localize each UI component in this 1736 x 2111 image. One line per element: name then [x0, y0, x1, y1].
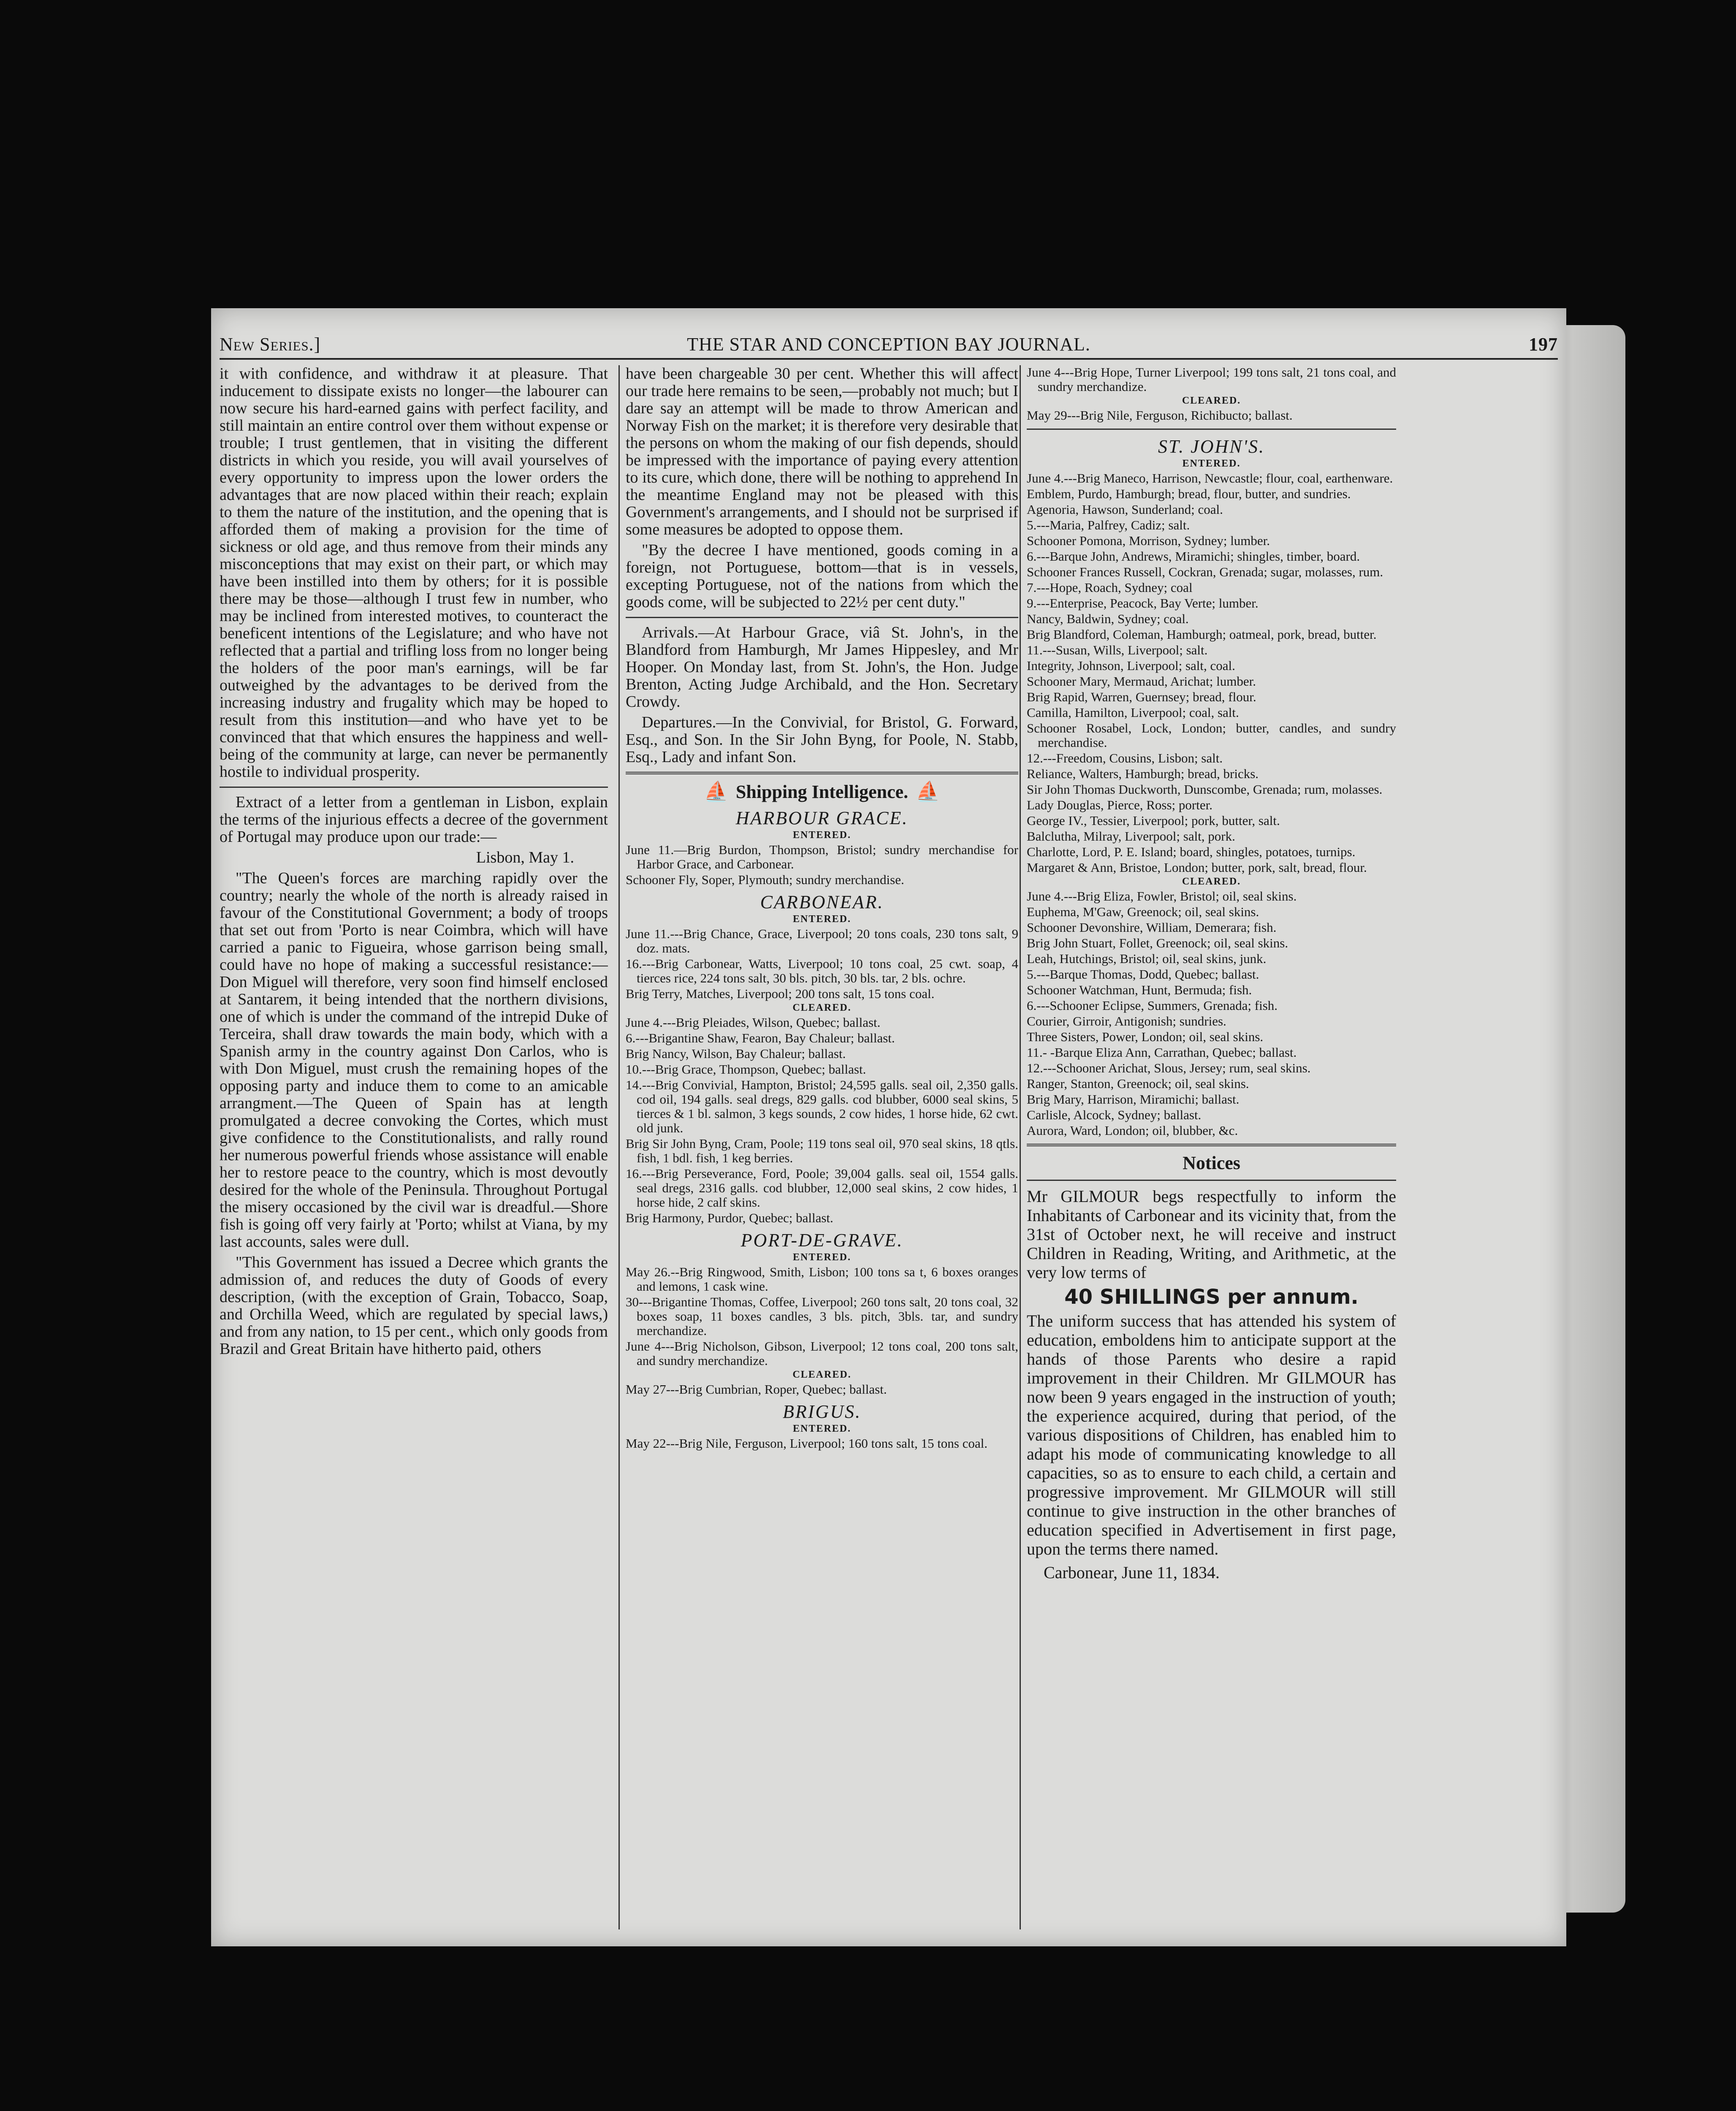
port-title-st-johns: ST. JOHN'S.	[1158, 436, 1265, 457]
shipping-entry: 7.---Hope, Roach, Sydney; coal	[1027, 580, 1193, 595]
entered-label: ENTERED.	[792, 830, 852, 841]
shipping-entry: Brig Sir John Byng, Cram, Poole; 119 tons seal oil, 970 seal skins, 18 qtls. fish, 1 bdl. fish, 1 keg berries.	[626, 1136, 1018, 1165]
shipping-entry: 5.---Maria, Palfrey, Cadiz; salt.	[1027, 518, 1190, 532]
shipping-entry: June 11.---Brig Chance, Grace, Liverpool; 20 tons coals, 230 tons salt, 9 doz. mats.	[626, 926, 1018, 955]
column-2	[618, 365, 1018, 1929]
shipping-entry: 9.---Enterprise, Peacock, Bay Verte; lumber.	[1027, 596, 1259, 611]
shipping-entry: May 29---Brig Nile, Ferguson, Richibucto; ballast.	[1027, 408, 1293, 423]
entered-label: ENTERED.	[792, 1423, 852, 1434]
shipping-entry: Three Sisters, Power, London; oil, seal skins.	[1027, 1029, 1264, 1044]
shipping-entry: June 4.---Brig Pleiades, Wilson, Quebec; ballast.	[626, 1015, 881, 1030]
shipping-entry: Emblem, Purdo, Hamburgh; bread, flour, butter, and sundries.	[1027, 486, 1351, 501]
shipping-entry: 5.---Barque Thomas, Dodd, Quebec; ballast.	[1027, 967, 1259, 982]
port-title-brigus: BRIGUS.	[783, 1401, 861, 1422]
page-header	[220, 334, 1558, 359]
sailing-ship-icon: ⛵	[704, 781, 728, 802]
shipping-entry: Brig Nancy, Wilson, Bay Chaleur; ballast.	[626, 1046, 846, 1061]
departures-notice: Departures.—In the Convivial, for Bristol, G. Forward, Esq., and Son. In the Sir John Byng, for Poole, N. Stabb, Esq., Lady and infant Son.	[626, 714, 1018, 766]
entered-label: ENTERED.	[792, 1252, 852, 1263]
letter-paragraph: "This Government has issued a Decree which grants the admission of, and reduces the duty of Goods of every description, (with the exception of Grain, Tobacco, Soap, and Orchilla Weed, which are regulated by special laws,) and from any nation, to 15 per cent., which only goods from Brazil and Great Britain have hitherto paid, others	[220, 1254, 608, 1358]
shipping-entry: June 4.---Brig Maneco, Harrison, Newcastle; flour, coal, earthenware.	[1027, 471, 1393, 486]
section-divider	[1027, 1144, 1396, 1146]
letter-paragraph: "By the decree I have mentioned, goods coming in a foreign, not Portuguese, bottom—that is in vessels, excepting Portuguese, not of the nations from which the goods come, will be subjected to 22½ per cent duty."	[626, 541, 1018, 611]
shipping-entry: Lady Douglas, Pierce, Ross; porter.	[1027, 798, 1212, 812]
shipping-entry: Schooner Frances Russell, Cockran, Grenada; sugar, molasses, rum.	[1027, 564, 1383, 579]
shipping-entry: Brig Terry, Matches, Liverpool; 200 tons salt, 15 tons coal.	[626, 986, 935, 1001]
shipping-entry: Leah, Hutchings, Bristol; oil, seal skins, junk.	[1027, 951, 1267, 966]
shipping-entry: 30---Brigantine Thomas, Coffee, Liverpool; 260 tons salt, 20 tons coal, 32 boxes soap, 11 boxes candles, 3 bls. pitch, 3bls. tar, and sundry merchandize.	[626, 1294, 1018, 1338]
shipping-entry: Camilla, Hamilton, Liverpool; coal, salt.	[1027, 705, 1239, 720]
shipping-entry: June 4---Brig Nicholson, Gibson, Liverpool; 12 tons coal, 200 tons salt, and sundry merchandize.	[626, 1339, 1018, 1368]
shipping-entry: Balclutha, Milray, Liverpool; salt, pork.	[1027, 829, 1235, 844]
cleared-label: CLEARED.	[1182, 395, 1241, 406]
shipping-entry: Nancy, Baldwin, Sydney; coal.	[1027, 611, 1189, 626]
shipping-entry: 12.---Schooner Arichat, Slous, Jersey; rum, seal skins.	[1027, 1061, 1311, 1075]
advertisement-price: 40 SHILLINGS per annum.	[1064, 1285, 1359, 1309]
shipping-entry: Charlotte, Lord, P. E. Island; board, shingles, potatoes, turnips.	[1027, 844, 1356, 859]
shipping-entry: Ranger, Stanton, Greenock; oil, seal skins.	[1027, 1076, 1249, 1091]
advertisement-body: The uniform success that has attended his system of education, emboldens him to anticipate support at the hands of those Parents who desire a rapid improvement in their Children. Mr GILMOUR has now been 9 years engaged in the instruction of youth; the experience acquired, during that period, of the various dispositions of Children, has enabled him to adapt his mode of communicating knowledge to all capacities, so as to ensure to each child, a certain and progressive improvement. Mr GILMOUR will still continue to give instruction in the other branches of education specified in Advertisement in first page, upon the terms there named.	[1027, 1311, 1396, 1558]
entered-label: ENTERED.	[792, 914, 852, 925]
shipping-entry: Brig Mary, Harrison, Miramichi; ballast.	[1027, 1092, 1240, 1107]
letter-paragraph: "The Queen's forces are marching rapidly over the country; nearly the whole of the north is already raised in favour of the Constitutional Government; a body of troops that set out from 'Porto is near Coimbra, which will have carried a panic to Figueira, whose garrison being small, could have no hope of making a successful resistance:—Don Miguel will therefore, very soon find himself enclosed at Santarem, it being intended that the northern divisions, one of which is under the command of the intrepid Duke of Terceira, shall draw towards the main body, which with a Spanish army in the country against Don Carlos, who is with Don Miguel, must crush the remaining hopes of the opposing party and induce them to come to an amicable arrangment.—The Queen of Spain has at length promulgated a decree convoking the Cortes, which must give confidence to the Constitutionalists, and rally round her numerous powerful friends whose assistance will enable her to restore peace to the country, which is most devoutly desired for the whole of the Peninsula. Throughout Portugal the misery occasioned by the civil war is dreadful.—Shore fish is going off very fairly at 'Porto; whilst at Viana, by my last accounts, sales were dull.	[220, 869, 608, 1251]
extract-intro: Extract of a letter from a gentleman in Lisbon, explain the terms of the injurious effects a decree of the government of Portugal may produce upon our trade:—	[220, 793, 608, 846]
series-label: New Series.]	[220, 334, 321, 355]
shipping-entry: Aurora, Ward, London; oil, blubber, &c.	[1027, 1123, 1238, 1138]
shipping-entry: 14.---Brig Convivial, Hampton, Bristol; 24,595 galls. seal oil, 2,350 galls. cod oil, 194 galls. seal dregs, 829 galls. cod blubber, 6000 seal skins, 5 tierces & 1 bl. salmon, 3 kegs sounds, 2 cow hides, 1 horse hide, 62 cwt. old junk.	[626, 1077, 1018, 1135]
header-rule	[220, 358, 1558, 360]
shipping-entry: Brig Harmony, Purdor, Quebec; ballast.	[626, 1210, 833, 1225]
shipping-entry: Schooner Rosabel, Lock, London; butter, candles, and sundry merchandise.	[1027, 721, 1396, 750]
shipping-entry: 6.---Brigantine Shaw, Fearon, Bay Chaleur; ballast.	[626, 1031, 895, 1045]
shipping-entry: 6.---Schooner Eclipse, Summers, Grenada; fish.	[1027, 998, 1278, 1013]
shipping-entry: May 27---Brig Cumbrian, Roper, Quebec; ballast.	[626, 1382, 887, 1397]
shipping-entry: 16.---Brig Perseverance, Ford, Poole; 39,004 galls. seal oil, 1554 galls. seal dregs, 2316 galls. cod blubber, 12,000 seal skins, 2 cow hides, 1 horse hide, 2 calf skins.	[626, 1166, 1018, 1210]
shipping-entry: Sir John Thomas Duckworth, Dunscombe, Grenada; rum, molasses.	[1027, 782, 1383, 797]
column-divider	[220, 787, 608, 788]
shipping-entry: Agenoria, Hawson, Sunderland; coal.	[1027, 502, 1223, 517]
shipping-entry: Euphema, M'Gaw, Greenock; oil, seal skins.	[1027, 904, 1259, 919]
journal-title: THE STAR AND CONCEPTION BAY JOURNAL.	[687, 334, 1090, 355]
shipping-entry: Schooner Fly, Soper, Plymouth; sundry merchandise.	[626, 872, 904, 887]
column-3	[1020, 365, 1396, 1929]
shipping-entry: George IV., Tessier, Liverpool; pork, butter, salt.	[1027, 813, 1280, 828]
notices-rule	[1027, 1180, 1396, 1181]
cleared-label: CLEARED.	[1182, 876, 1241, 887]
shipping-entry: Schooner Mary, Mermaud, Arichat; lumber.	[1027, 674, 1256, 689]
shipping-entry: Brig John Stuart, Follet, Greenock; oil, seal skins.	[1027, 936, 1288, 950]
shipping-entry: Reliance, Walters, Hamburgh; bread, bricks.	[1027, 766, 1259, 781]
shipping-entry: Integrity, Johnson, Liverpool; salt, coal.	[1027, 658, 1235, 673]
shipping-entry: Schooner Pomona, Morrison, Sydney; lumber.	[1027, 533, 1270, 548]
article-paragraph: it with confidence, and withdraw it at pleasure. That inducement to dissipate exists no longer—the labourer can now secure his hard-earned gains with perfect facility, and still maintain an entire control over them without expense or trouble; I trust gentlemen, that in visiting the different districts in which you reside, you will avail yourselves of every opportunity to impress upon the lower orders the advantages that are now placed within their reach; explain to them the nature of the institution, and the opening that is afforded them of making a provision for the time of sickness or old age, and thus remove from their minds any misconceptions that may exist on their part, or which may have been instilled into them by others; for it is possible there may be those—although I trust few in number, who may be inclined from interested motives, to counteract the beneficent intentions of the Legislature; and who have not reflected that a partial and trifling loss from no longer being the holders of the poor man's earnings, will be far outweighed by the advantages to be derived from the increasing industry and frugality which may be hoped to result from this institution—and who have yet to be convinced that that which ensures the happiness and well-being of the community at large, can never be permanently hostile to individual prosperity.	[220, 365, 608, 781]
shipping-entry: 12.---Freedom, Cousins, Lisbon; salt.	[1027, 751, 1223, 765]
shipping-entry: Schooner Watchman, Hunt, Bermuda; fish.	[1027, 982, 1252, 997]
column-1	[220, 365, 608, 1929]
shipping-entry: Brig Rapid, Warren, Guernsey; bread, flour.	[1027, 689, 1256, 704]
shipping-entry: 11.---Susan, Wills, Liverpool; salt.	[1027, 643, 1208, 657]
shipping-entry: May 22---Brig Nile, Ferguson, Liverpool; 160 tons salt, 15 tons coal.	[626, 1436, 987, 1451]
letter-continuation: have been chargeable 30 per cent. Whether this will affect our trade here remains to be seen,—probably not much; but I dare say an attempt will be made to throw American and Norway Fish on the market; it is therefore very desirable that the persons on whom the making of our fish depends, should be impressed with the importance of paying every attention to its cure, which done, there will be nothing to apprehend In the meantime England may not be pleased with this Government's arrangements, and I should not be surprised if some measures be adopted to oppose them.	[626, 365, 1018, 538]
section-divider	[626, 772, 1018, 774]
advertisement-intro: Mr GILMOUR begs respectfully to inform the Inhabitants of Carbonear and its vicinity that, from the 31st of October next, he will receive and instruct Children in Reading, Writing, and Arithmetic, at the very low terms of	[1027, 1187, 1396, 1282]
st-johns-cleared-list	[1027, 889, 1396, 1138]
letter-dateline: Lisbon, May 1.	[476, 849, 574, 866]
shipping-entry: Courier, Girroir, Antigonish; sundries.	[1027, 1014, 1226, 1028]
page-number: 197	[1529, 334, 1558, 355]
cleared-label: CLEARED.	[792, 1002, 852, 1013]
st-johns-entered-list	[1027, 471, 1396, 875]
shipping-entry: 6.---Barque John, Andrews, Miramichi; shingles, timber, board.	[1027, 549, 1360, 564]
shipping-entry: May 26.--Brig Ringwood, Smith, Lisbon; 100 tons sa t, 6 boxes oranges and lemons, 1 cask wine.	[626, 1264, 1018, 1294]
notices-heading: Notices	[1183, 1153, 1240, 1173]
advertisement-dateline: Carbonear, June 11, 1834.	[1044, 1563, 1220, 1582]
shipping-intelligence-heading	[626, 780, 1018, 803]
entered-label: ENTERED.	[1182, 458, 1241, 469]
column-divider	[626, 617, 1018, 618]
newspaper-page	[211, 308, 1566, 1946]
shipping-entry: Margaret & Ann, Bristoe, London; butter, pork, salt, bread, flour.	[1027, 860, 1367, 875]
shipping-entry: 10.---Brig Grace, Thompson, Quebec; ballast.	[626, 1062, 866, 1077]
shipping-entry: Brig Blandford, Coleman, Hamburgh; oatmeal, pork, bread, butter.	[1027, 627, 1377, 642]
shipping-entry: Schooner Devonshire, William, Demerara; fish.	[1027, 920, 1277, 935]
arrivals-notice: Arrivals.—At Harbour Grace, viâ St. John's, in the Blandford from Hamburgh, Mr James Hippesley, and Mr Hooper. On Monday last, from St. John's, the Hon. Judge Brenton, Acting Judge Archibald, and the Hon. Secretary Crowdy.	[626, 624, 1018, 711]
cleared-label: CLEARED.	[792, 1369, 852, 1380]
shipping-entry: 16.---Brig Carbonear, Watts, Liverpool; 10 tons coal, 25 cwt. soap, 4 tierces rice, 224 tons salt, 30 bls. pitch, 30 bls. tar, 2 bls. ochre.	[626, 956, 1018, 985]
port-title-port-de-grave: PORT-DE-GRAVE.	[741, 1230, 903, 1251]
column-divider	[1027, 429, 1396, 430]
shipping-entry: 11.- -Barque Eliza Ann, Carrathan, Quebec; ballast.	[1027, 1045, 1297, 1060]
shipping-entry: June 4---Brig Hope, Turner Liverpool; 199 tons salt, 21 tons coal, and sundry merchandize.	[1027, 365, 1396, 394]
port-title-carbonear: CARBONEAR.	[760, 892, 884, 912]
shipping-entry: June 4.---Brig Eliza, Fowler, Bristol; oil, seal skins.	[1027, 889, 1297, 904]
shipping-heading-text: Shipping Intelligence.	[735, 781, 909, 802]
shipping-entry: June 11.—Brig Burdon, Thompson, Bristol; sundry merchandise for Harbor Grace, and Carbonear.	[626, 842, 1018, 871]
sailing-ship-icon: ⛵	[916, 781, 940, 802]
port-title-harbour-grace: HARBOUR GRACE.	[735, 808, 909, 828]
shipping-entry: Carlisle, Alcock, Sydney; ballast.	[1027, 1107, 1202, 1122]
